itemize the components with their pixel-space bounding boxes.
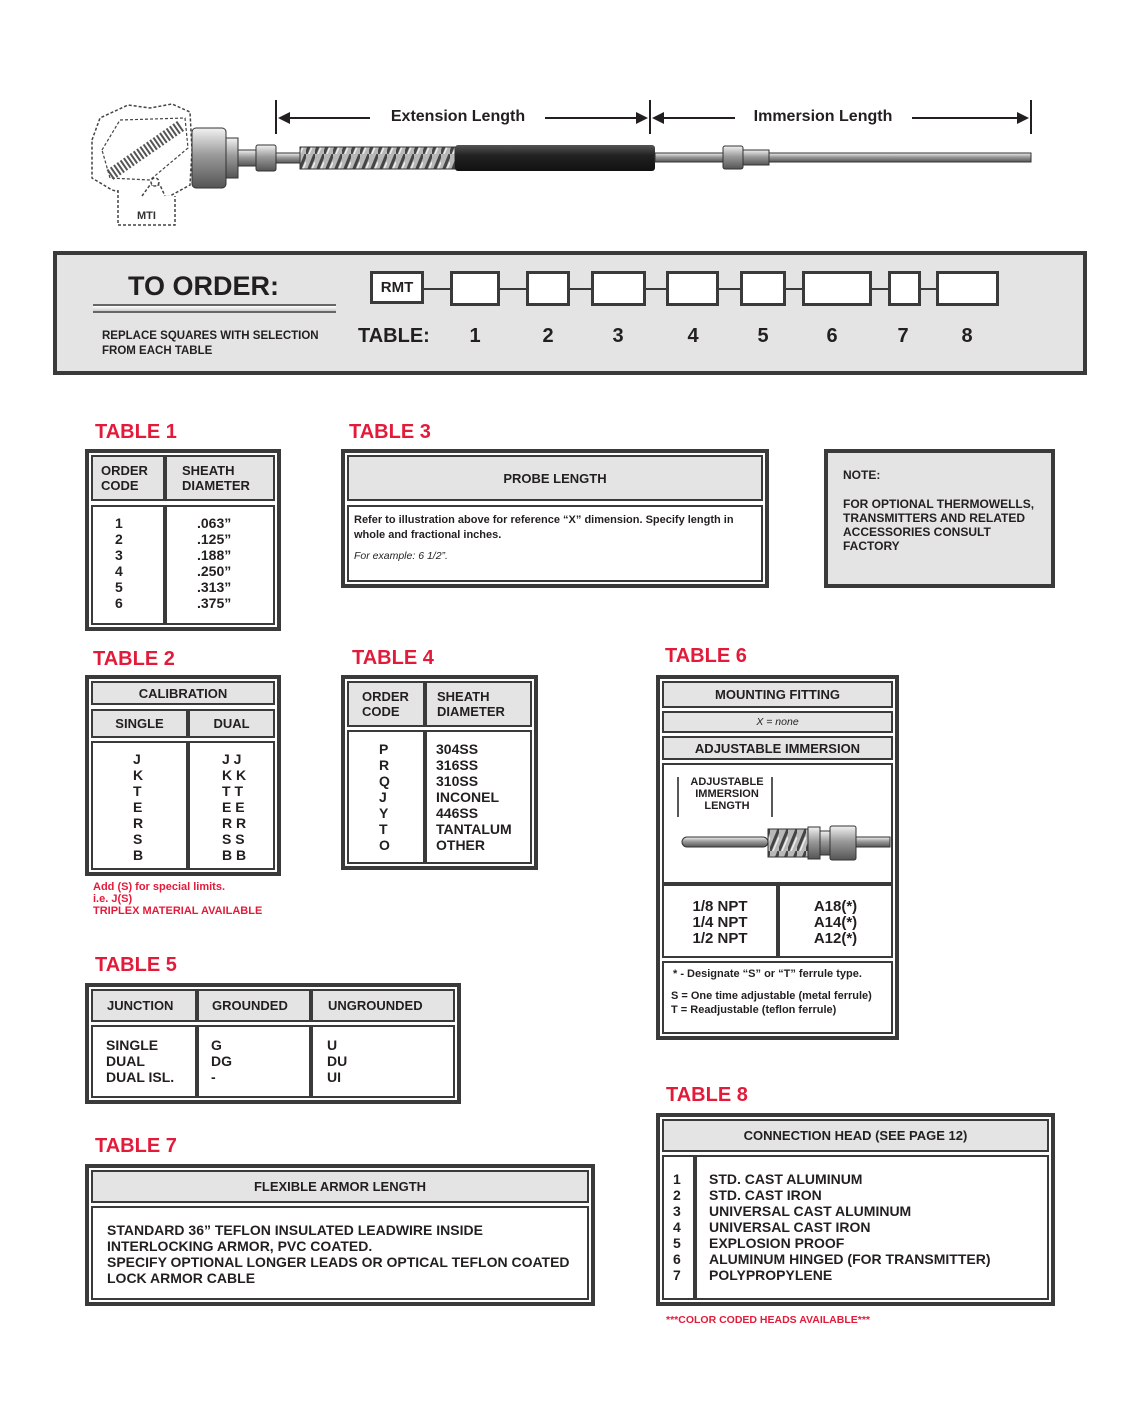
note-title: NOTE: — [843, 468, 881, 482]
table3-example: For example: 6 1/2”. — [354, 550, 448, 562]
table3-header: PROBE LENGTH — [347, 455, 763, 501]
table1-codes: 1 2 3 4 5 6 — [115, 515, 123, 611]
table3-text: Refer to illustration above for reference “X” dimension. Specify length in whole and fractional inches. — [354, 514, 734, 541]
order-slot-7[interactable] — [888, 271, 921, 306]
order-prefix-box: RMT — [370, 271, 424, 304]
table2-title: TABLE 2 — [93, 648, 175, 670]
table8-title: TABLE 8 — [666, 1084, 748, 1106]
order-title-rule — [93, 304, 336, 313]
table5-header-grounded: GROUNDED — [197, 989, 311, 1022]
table5-header-junction: JUNCTION — [91, 989, 197, 1022]
table3-title: TABLE 3 — [349, 421, 431, 443]
order-slot-6[interactable] — [802, 271, 872, 306]
table2-notes: Add (S) for special limits. i.e. J(S) TRIPLEX MATERIAL AVAILABLE — [93, 881, 263, 917]
order-slot-4[interactable] — [666, 271, 719, 306]
table6-note3: T = Readjustable (teflon ferrule) — [671, 1004, 837, 1016]
order-table-number-3: 3 — [612, 325, 624, 347]
order-title: TO ORDER: — [128, 271, 280, 301]
order-slot-8[interactable] — [936, 271, 999, 306]
order-slot-5[interactable] — [740, 271, 786, 306]
table5-header-ungrounded: UNGROUNDED — [311, 989, 455, 1022]
table2-dual-values: J J K K T T E E R R S S B B — [222, 751, 247, 863]
table7-header: FLEXIBLE ARMOR LENGTH — [91, 1170, 589, 1203]
order-instruction: REPLACE SQUARES WITH SELECTION FROM EACH TABLE — [102, 330, 319, 357]
table8-footnote: ***COLOR CODED HEADS AVAILABLE*** — [666, 1314, 870, 1326]
table1-title: TABLE 1 — [95, 421, 177, 443]
order-table-number-6: 6 — [826, 325, 838, 347]
table8-values: STD. CAST ALUMINUM STD. CAST IRON UNIVERSAL CAST ALUMINUM UNIVERSAL CAST IRON EXPLOSION PROOF ALUMINUM HINGED (FOR TRANSMITTER) POLYPROPYLENE — [709, 1171, 991, 1283]
order-table-number-5: 5 — [757, 325, 769, 347]
order-table-number-7: 7 — [897, 325, 909, 347]
extension-length-label: Extension Length — [390, 108, 526, 125]
table6-sizes: 1/8 NPT 1/4 NPT 1/2 NPT — [692, 898, 748, 947]
table5-grounded: G DG - — [211, 1037, 232, 1085]
immersion-length-label: Immersion Length — [753, 108, 893, 125]
order-slot-3[interactable] — [591, 271, 646, 306]
table6-note2: S = One time adjustable (metal ferrule) — [671, 990, 872, 1002]
table1-codes-cell — [91, 505, 165, 625]
table2-header: CALIBRATION — [91, 681, 275, 705]
order-table-number-1: 1 — [469, 325, 481, 347]
table6-note1: * - Designate “S” or “T” ferrule type. — [673, 968, 862, 980]
table6-none-note: X = none — [662, 711, 893, 733]
table7-text: STANDARD 36” TEFLON INSULATED LEADWIRE INSIDE INTERLOCKING ARMOR, PVC COATED. SPECIFY OPTIONAL LONGER LEADS OR OPTICAL TEFLON COATED LOCK ARMOR CABLE — [107, 1222, 570, 1286]
table4-title: TABLE 4 — [352, 647, 434, 669]
table1-header-diameter: SHEATH DIAMETER — [165, 455, 275, 501]
order-table-number-4: 4 — [687, 325, 699, 347]
adjustable-fitting-figure — [662, 763, 893, 884]
table2-single-values: J K T E R S B — [133, 751, 144, 863]
order-table-number-8: 8 — [961, 325, 973, 347]
table1-header-code: ORDER CODE — [91, 455, 165, 501]
table2-dual-header: DUAL — [188, 709, 275, 738]
order-slot-2[interactable] — [526, 271, 570, 306]
table4-header-code: ORDER CODE — [347, 681, 425, 727]
table6-title: TABLE 6 — [665, 645, 747, 667]
table5-title: TABLE 5 — [95, 954, 177, 976]
order-table-number-2: 2 — [542, 325, 554, 347]
table6-header: MOUNTING FITTING — [662, 681, 893, 708]
order-slot-1[interactable] — [450, 271, 500, 306]
table4-values: 304SS 316SS 310SS INCONEL 446SS TANTALUM OTHER — [436, 741, 512, 853]
table4-header-diameter: SHEATH DIAMETER — [425, 681, 532, 727]
table5-junction: SINGLE DUAL DUAL ISL. — [106, 1037, 175, 1085]
table5-ungrounded: U DU UI — [327, 1037, 348, 1085]
brand-mark: MTI — [137, 210, 156, 222]
probe-illustration — [0, 0, 1140, 240]
table6-sub-header: ADJUSTABLE IMMERSION — [662, 736, 893, 760]
table1-values: .063” .125” .188” .250” .313” .375” — [197, 515, 232, 611]
table4-codes: P R Q J Y T O — [379, 741, 390, 853]
table8-header: CONNECTION HEAD (SEE PAGE 12) — [662, 1119, 1049, 1152]
table7-title: TABLE 7 — [95, 1135, 177, 1157]
table8-codes: 1 2 3 4 5 6 7 — [673, 1171, 681, 1283]
table6-figure-label: ADJUSTABLE IMMERSION LENGTH — [690, 776, 764, 812]
table6-codes: A18(*) A14(*) A12(*) — [813, 898, 858, 947]
order-table-label: TABLE: — [358, 325, 430, 347]
table2-single-header: SINGLE — [91, 709, 188, 738]
note-text: FOR OPTIONAL THERMOWELLS, TRANSMITTERS AND RELATED ACCESSORIES CONSULT FACTORY — [843, 497, 1035, 553]
